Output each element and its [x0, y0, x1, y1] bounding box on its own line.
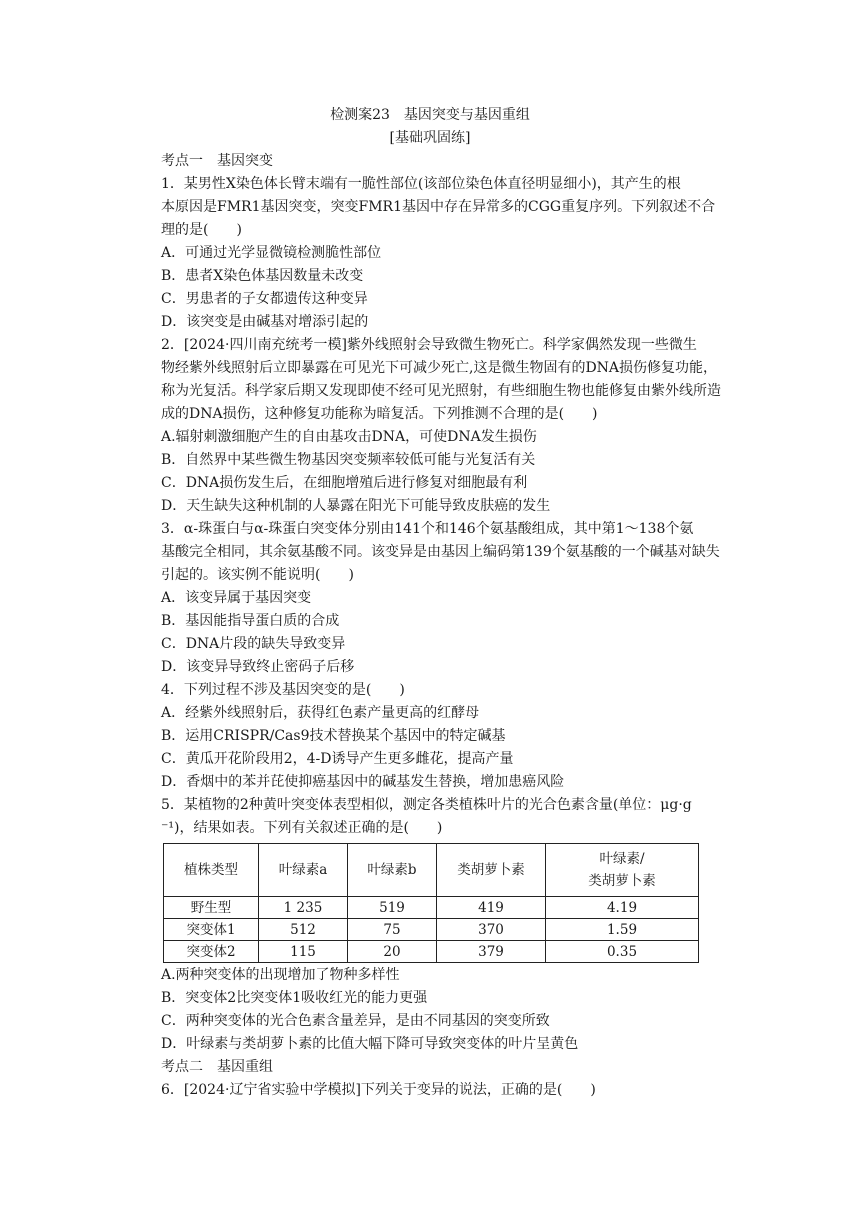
- section-heading: 考点二 基因重组: [161, 1059, 273, 1075]
- page-title: 检测案23 基因突变与基因重组: [330, 107, 530, 123]
- question-1-line: 本原因是FMR1基因突变，突变FMR1基因中存在异常多的CGG重复序列。下列叙述不合: [161, 199, 716, 215]
- table-cell: 115: [259, 941, 348, 963]
- table-cell: 0.35: [546, 941, 699, 963]
- table-cell: 512: [259, 919, 348, 941]
- table-cell: 突变体1: [164, 919, 259, 941]
- question-3-line: 3．α-珠蛋白与α-珠蛋白突变体分别由141个和146个氨基酸组成，其中第1～138个氨: [161, 521, 694, 537]
- page-subtitle: [基础巩固练]: [389, 130, 471, 146]
- question-4-line: 4．下列过程不涉及基因突变的是( ): [161, 682, 405, 698]
- question-5-option-b: B．突变体2比突变体1吸收红光的能力更强: [161, 990, 428, 1006]
- question-2-line: 成的DNA损伤，这种修复功能称为暗复活。下列推测不合理的是( ): [161, 406, 598, 422]
- table-cell: 75: [348, 919, 437, 941]
- question-5-line: ⁻¹)，结果如表。下列有关叙述正确的是( ): [161, 820, 443, 836]
- table-row: [164, 919, 699, 941]
- table-cell: 4.19: [546, 897, 699, 919]
- question-5-option-c: C．两种突变体的光合色素含量差异，是由不同基因的突变所致: [161, 1013, 550, 1029]
- table-cell: 379: [437, 941, 546, 963]
- question-6-line: 6．[2024·辽宁省实验中学模拟]下列关于变异的说法，正确的是( ): [161, 1082, 596, 1098]
- question-1-option-c: C．男患者的子女都遗传这种变异: [161, 291, 368, 307]
- table-cell: 370: [437, 919, 546, 941]
- question-5-line: 5．某植物的2种黄叶突变体表型相似，测定各类植株叶片的光合色素含量(单位：μg·g: [161, 797, 692, 813]
- question-2-option-a: A.辐射刺激细胞产生的自由基攻击DNA，可使DNA发生损伤: [161, 429, 537, 445]
- question-2-line: 称为光复活。科学家后期又发现即使不经可见光照射，有些细胞生物也能修复由紫外线所造: [161, 383, 721, 399]
- question-4-option-d: D．香烟中的苯并芘使抑癌基因中的碱基发生替换，增加患癌风险: [161, 774, 565, 790]
- question-3-line: 基酸完全相同，其余氨基酸不同。该变异是由基因上编码第139个氨基酸的一个碱基对缺失: [161, 544, 720, 560]
- question-3-option-a: A．该变异属于基因突变: [161, 590, 312, 606]
- table-header-cell: [546, 844, 699, 897]
- table-cell: 519: [348, 897, 437, 919]
- table-header-row: [164, 844, 699, 897]
- table-header-cell: 植株类型: [164, 844, 259, 897]
- question-1-option-b: B．患者X染色体基因数量未改变: [161, 268, 364, 284]
- table-row: [164, 941, 699, 963]
- table-header-cell: 叶绿素b: [348, 844, 437, 897]
- question-1-option-a: A．可通过光学显微镜检测脆性部位: [161, 245, 382, 261]
- question-2-option-d: D．天生缺失这种机制的人暴露在阳光下可能导致皮肤癌的发生: [161, 498, 551, 514]
- pigment-table: [163, 843, 699, 963]
- table-row: [164, 897, 699, 919]
- table-cell: 1 235: [259, 897, 348, 919]
- question-1-line: 1．某男性X染色体长臂末端有一脆性部位(该部位染色体直径明显细小)，其产生的根: [161, 176, 681, 192]
- table-header-cell: 类胡萝卜素: [437, 844, 546, 897]
- question-3-option-c: C．DNA片段的缺失导致变异: [161, 636, 346, 652]
- table-cell: 419: [437, 897, 546, 919]
- question-4-option-c: C．黄瓜开花阶段用2，4-D诱导产生更多雌花，提高产量: [161, 751, 514, 767]
- question-5-option-d: D．叶绿素与类胡萝卜素的比值大幅下降可导致突变体的叶片呈黄色: [161, 1036, 579, 1052]
- question-4-option-b: B．运用CRISPR/Cas9技术替换某个基因中的特定碱基: [161, 728, 506, 744]
- table-header-ratio-line2: 类胡萝卜素: [588, 873, 656, 889]
- section-heading: 考点一 基因突变: [161, 153, 273, 169]
- question-2-line: 物经紫外线照射后立即暴露在可见光下可减少死亡,这是微生物固有的DNA损伤修复功能，: [161, 360, 718, 376]
- table-cell: 野生型: [164, 897, 259, 919]
- table-cell: 20: [348, 941, 437, 963]
- question-5-option-a: A.两种突变体的出现增加了物种多样性: [161, 967, 400, 983]
- table-header-cell: 叶绿素a: [259, 844, 348, 897]
- question-4-option-a: A．经紫外线照射后，获得红色素产量更高的红酵母: [161, 705, 480, 721]
- question-2-line: 2．[2024·四川南充统考一模]紫外线照射会导致微生物死亡。科学家偶然发现一些微生: [161, 337, 697, 353]
- table-cell: 突变体2: [164, 941, 259, 963]
- question-1-line: 理的是( ): [161, 222, 242, 238]
- question-2-option-b: B．自然界中某些微生物基因突变频率较低可能与光复活有关: [161, 452, 536, 468]
- question-3-option-d: D．该变异导致终止密码子后移: [161, 659, 355, 675]
- question-3-line: 引起的。该实例不能说明( ): [161, 567, 354, 583]
- table-header-ratio-line1: 叶绿素/: [599, 851, 645, 867]
- question-1-option-d: D．该突变是由碱基对增添引起的: [161, 314, 369, 330]
- table-cell: 1.59: [546, 919, 699, 941]
- question-2-option-c: C．DNA损伤发生后，在细胞增殖后进行修复对细胞最有利: [161, 475, 528, 491]
- question-3-option-b: B．基因能指导蛋白质的合成: [161, 613, 340, 629]
